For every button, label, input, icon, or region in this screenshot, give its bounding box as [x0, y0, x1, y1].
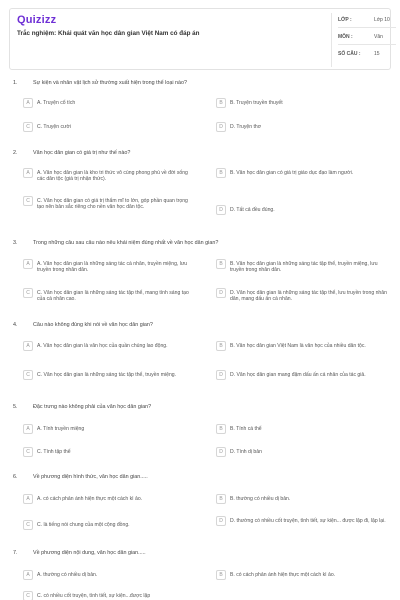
meta-count — [338, 46, 396, 62]
option-text: C. là tiếng nói chung của một cộng đồng. — [37, 522, 130, 528]
question-text: Về phương diện nội dung, văn học dân gian..... — [33, 550, 146, 556]
option-badge-d: D — [216, 516, 226, 526]
option-badge-a: A — [23, 168, 33, 178]
option-badge-a: A — [23, 259, 33, 269]
worksheet-header — [9, 8, 391, 70]
question-number: 1. — [13, 80, 18, 86]
option-text: B. Tính cá thể — [230, 426, 262, 432]
question-text: Đặc trưng nào không phải của văn học dân gian? — [33, 404, 152, 410]
option-badge-b: B — [216, 494, 226, 504]
quizizz-logo: Quizizz — [17, 14, 57, 26]
question-number: 2. — [13, 150, 18, 156]
question-text: Về phương diện hình thức, văn học dân gian..... — [33, 474, 148, 480]
option-text: B. Văn học dân gian có giá trị giáo dục đạo làm người. — [230, 170, 354, 176]
meta-grade — [338, 12, 396, 28]
option-badge-b: B — [216, 168, 226, 178]
option-text: D. Văn học dân gian là những sáng tác tập thể, lưu truyền trong nhân dân, mang dấu ấn cá nhân. — [230, 290, 387, 303]
option-badge-c: C — [23, 591, 33, 600]
page-title: Trắc nghiệm: Khái quát văn học dân gian Việt Nam có đáp án — [17, 30, 200, 37]
question-number: 5. — [13, 404, 18, 410]
option-badge-a: A — [23, 341, 33, 351]
meta-grade-label: LỚP : — [338, 17, 352, 23]
meta-grade-value: Lớp 10 — [374, 17, 390, 23]
question-text: Câu nào không đúng khi nói về văn học dân gian? — [33, 322, 153, 328]
option-badge-d: D — [216, 205, 226, 215]
option-badge-d: D — [216, 122, 226, 132]
question-number: 3. — [13, 240, 18, 246]
option-text: A. Văn học dân gian là những sáng tác cá nhân, truyền miệng, lưu truyền trong nhân dân. — [37, 261, 188, 274]
option-badge-a: A — [23, 424, 33, 434]
option-badge-b: B — [216, 98, 226, 108]
option-badge-b: B — [216, 341, 226, 351]
option-badge-a: A — [23, 570, 33, 580]
option-text: D. Văn học dân gian mang đậm dấu ấn cá nhân của tác giả. — [230, 372, 366, 378]
option-text: D. Tất cả đều đúng. — [230, 207, 275, 213]
option-text: D. thường có nhiều cốt truyện, tình tiết, sự kiện... được lặp đi, lặp lại. — [230, 518, 386, 524]
option-text: B. Truyện truyền thuyết — [230, 100, 283, 106]
option-badge-b: B — [216, 259, 226, 269]
question-number: 7. — [13, 550, 18, 556]
option-text: C. Văn học dân gian là những sáng tác tập thể, truyền miệng. — [37, 372, 177, 378]
meta-count-value: 15 — [374, 51, 380, 57]
option-text: C. Văn học dân gian là những sáng tác tập thể, mang tính sáng tạo của cá nhân cao. — [37, 290, 189, 303]
option-badge-c: C — [23, 370, 33, 380]
question-text: Văn học dân gian có giá trị như thế nào? — [33, 150, 131, 156]
option-badge-d: D — [216, 288, 226, 298]
meta-subject-label: MÔN : — [338, 34, 353, 40]
question-number: 4. — [13, 322, 18, 328]
question-text: Sự kiện và nhân vật lịch sử thường xuất hiện trong thể loại nào? — [33, 80, 188, 86]
option-badge-d: D — [216, 447, 226, 457]
meta-subject-value: Văn — [374, 34, 383, 40]
option-badge-c: C — [23, 520, 33, 530]
option-text: D. Tính dị bản — [230, 449, 262, 455]
option-text: A. Tính truyền miệng — [37, 426, 85, 432]
option-badge-d: D — [216, 370, 226, 380]
option-text: D. Truyện thơ — [230, 124, 262, 130]
option-badge-a: A — [23, 98, 33, 108]
option-text: A. Văn học dân gian là văn học của quần chúng lao động. — [37, 343, 168, 349]
option-text: A. Văn học dân gian là kho tri thức vô cùng phong phú về đời sống các dân tộc (giá trị nhận thức). — [37, 170, 188, 183]
question-text: Trong những câu sau câu nào nêu khái niệm đúng nhất về văn học dân gian? — [33, 240, 219, 246]
option-badge-c: C — [23, 122, 33, 132]
option-text: A. Truyện cổ tích — [37, 100, 76, 106]
option-text: C. có nhiều cốt truyện, tình tiết, sự kiện...được lặp — [37, 593, 151, 599]
option-text: A. có cách phản ánh hiện thực một cách kì ảo. — [37, 496, 143, 502]
meta-divider — [331, 13, 332, 67]
option-badge-a: A — [23, 494, 33, 504]
question-number: 6. — [13, 474, 18, 480]
option-text: B. Văn học dân gian là những sáng tác tập thể, truyền miệng, lưu truyền trong nhân dân. — [230, 261, 378, 274]
option-text: B. có cách phản ánh hiện thực một cách kì ảo. — [230, 572, 336, 578]
meta-subject — [338, 29, 396, 45]
option-badge-c: C — [23, 196, 33, 206]
meta-count-label: SỐ CÂU : — [338, 51, 361, 57]
option-text: B. thường có nhiều dị bản. — [230, 496, 291, 502]
option-text: C. Văn học dân gian có giá trị thẩm mĩ to lớn, góp phần quan trọng tạo nên bản sắc riêng cho nền văn học dân tộc. — [37, 198, 188, 211]
option-text: C. Tính tập thể — [37, 449, 71, 455]
option-badge-c: C — [23, 447, 33, 457]
option-text: B. Văn học dân gian Việt Nam là văn học của nhiều dân tộc. — [230, 343, 366, 349]
option-text: A. thường có nhiều dị bản. — [37, 572, 98, 578]
option-badge-b: B — [216, 570, 226, 580]
option-badge-b: B — [216, 424, 226, 434]
option-badge-c: C — [23, 288, 33, 298]
option-text: C. Truyện cười — [37, 124, 71, 130]
